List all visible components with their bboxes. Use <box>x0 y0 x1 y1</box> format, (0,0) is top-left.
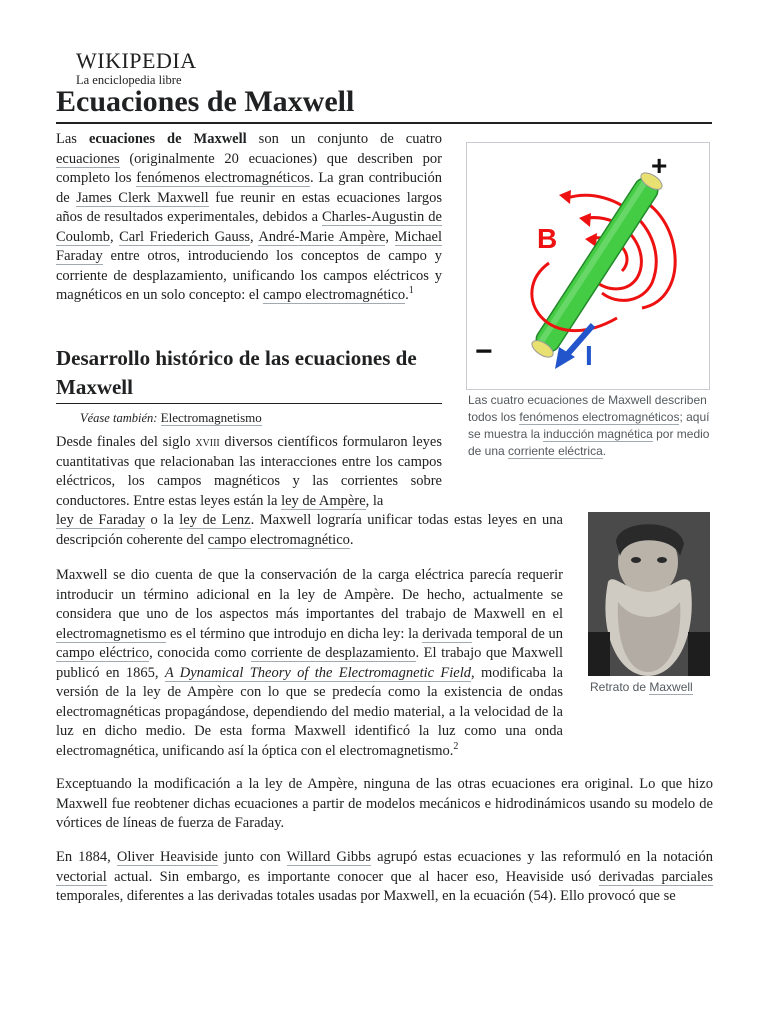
link-campo-em-2[interactable]: campo electromagnético <box>207 531 350 548</box>
link-ley-faraday[interactable]: ley de Faraday <box>56 512 146 528</box>
current-label: I <box>585 340 593 371</box>
see-also-note: Véase también: Electromagnetismo <box>80 410 262 425</box>
link-gauss[interactable]: Carl Friederich Gauss <box>119 228 251 245</box>
minus-sign: − <box>475 335 493 368</box>
link-heaviside[interactable]: Oliver Heaviside <box>116 849 218 865</box>
intro-paragraph: Las ecuaciones de Maxwell son un conjunto de cuatro ecuaciones (originalmente 20 ecuaciones) que describen por completo los fenómenos electromagnéticos. La gran contribución de James Clerk Maxwell fue reunir en estas ecuaciones largos años de resultados experimentales, debidos a Charles-Augustin de Coulomb, Carl Friederich Gauss, André-Marie Ampère, Michael Faraday entre otros, introduciendo los conceptos de campo y corriente de desplazamiento, unificando los campos eléctricos y magnéticos en un solo concepto: el campo electromagnético.$^1$ <box>56 131 443 303</box>
ref-1[interactable]: 1 <box>408 285 414 297</box>
link-fenomenos[interactable]: fenómenos electromagnéticos <box>136 170 311 186</box>
link-faraday[interactable]: Michael Faraday <box>56 228 443 264</box>
section-heading: Desarrollo histórico de las ecuaciones de Maxwell <box>56 344 442 404</box>
wikipedia-logo[interactable] <box>76 50 197 87</box>
portrait-image <box>588 512 710 676</box>
link-ampere[interactable]: André-Marie Ampère <box>258 228 386 245</box>
logo-wordmark: WIKIPEDIA <box>76 48 197 73</box>
link-campo-em[interactable]: campo electromagnético <box>262 287 406 303</box>
link-ecuaciones[interactable]: ecuaciones <box>56 150 120 167</box>
plus-sign: + <box>651 150 668 181</box>
link-gibbs[interactable]: Willard Gibbs <box>286 849 372 865</box>
induction-figure[interactable] <box>466 142 710 390</box>
caption-link-induccion[interactable]: inducción magnética <box>543 427 653 441</box>
portrait-caption: Retrato de Maxwell <box>590 680 693 694</box>
paragraph-4: En 1884, Oliver Heaviside junto con Willard Gibbs agrupó estas ecuaciones y las reformuló en la notación vectorial actual. Sin embargo, es importante conocer que al hacer eso, Heaviside usó derivadas parciales temporales, diferentes a las derivadas totales usadas por Maxwell, en la ecuación (54). Ello provocó que se <box>56 849 713 904</box>
logo-tagline: La enciclopedia libre <box>76 73 182 87</box>
link-vectorial[interactable]: vectorial <box>56 868 107 885</box>
paragraph-1-cont: ley de Faraday o la ley de Lenz. Maxwell lograría unificar todas estas leyes en una descripción coherente del campo electromagnético. <box>56 512 563 548</box>
maxwell-portrait[interactable] <box>588 512 710 676</box>
link-ley-lenz[interactable]: ley de Lenz <box>179 512 251 528</box>
link-campo-electrico[interactable]: campo eléctrico <box>56 645 150 661</box>
link-corriente-desplazamiento[interactable]: corriente de desplazamiento <box>250 645 416 661</box>
paragraph-3: Exceptuando la modificación a la ley de Ampère, ninguna de las otras ecuaciones era original. Lo que hizo Maxwell fue reobtener dichas ecuaciones a partir de modelos mecánicos e hidrodinámicos usando su modelo de vórtices de líneas de fuerza de Faraday. <box>56 776 713 831</box>
link-derivadas-parciales[interactable]: derivadas parciales <box>598 868 713 885</box>
caption-link-corriente[interactable]: corriente eléctrica <box>508 444 603 458</box>
ref-2[interactable]: 2 <box>453 740 459 752</box>
link-derivada[interactable]: derivada <box>422 625 473 642</box>
link-maxwell[interactable]: James Clerk Maxwell <box>76 189 209 206</box>
link-ley-ampere[interactable]: ley de Ampère <box>281 492 366 509</box>
link-electromagnetismo-2[interactable]: electromagnetismo <box>56 625 167 642</box>
magnetic-induction-illustration <box>467 143 709 389</box>
induction-caption: Las cuatro ecuaciones de Maxwell describen todos los fenómenos electromagnéticos; aquí se muestra la inducción magnética por medio de una corriente eléctrica. <box>468 393 710 458</box>
link-electromagnetismo[interactable]: Electromagnetismo <box>160 410 262 425</box>
b-field-label: B <box>537 223 558 254</box>
caption-link-fenomenos[interactable]: fenómenos electromagnéticos <box>519 410 680 424</box>
page-title: Ecuaciones de Maxwell <box>56 84 712 124</box>
paragraph-1: Desde finales del siglo xviii diversos científicos formularon leyes cuantitativas que relacionaban las interacciones entre los campos eléctricos, los campos magnéticos y las corrientes sobre conductores. Entre estas leyes están la ley de Ampère, la <box>56 434 442 509</box>
paragraph-2: Maxwell se dio cuenta de que la conservación de la carga eléctrica parecía requerir introducir un término adicional en la ley de Ampère. De hecho, actualmente se considera que uno de los aspectos más importantes del trabajo de Maxwell en el electromagnetismo es el término que introdujo en dicha ley: la derivada temporal de un campo eléctrico, conocida como corriente de desplazamiento. El trabajo que Maxwell publicó en 1865, A Dynamical Theory of the Electromagnetic Field, modificaba la versión de la ley de Ampère con lo que se predecía como la existencia de ondas electromagnéticas propagándose, dependiendo del medio material, a la velocidad de la luz en dicho medio. De esta forma Maxwell identificó la luz como una onda electromagnética, unificando así la óptica con el electromagnetismo.$^2$ <box>56 567 563 759</box>
caption-link-maxwell[interactable]: Maxwell <box>649 680 693 694</box>
link-coulomb[interactable]: Charles-Augustin de Coulomb <box>56 209 442 245</box>
link-dynamical-theory[interactable]: A Dynamical Theory of the Electromagnetic Field <box>164 664 472 681</box>
